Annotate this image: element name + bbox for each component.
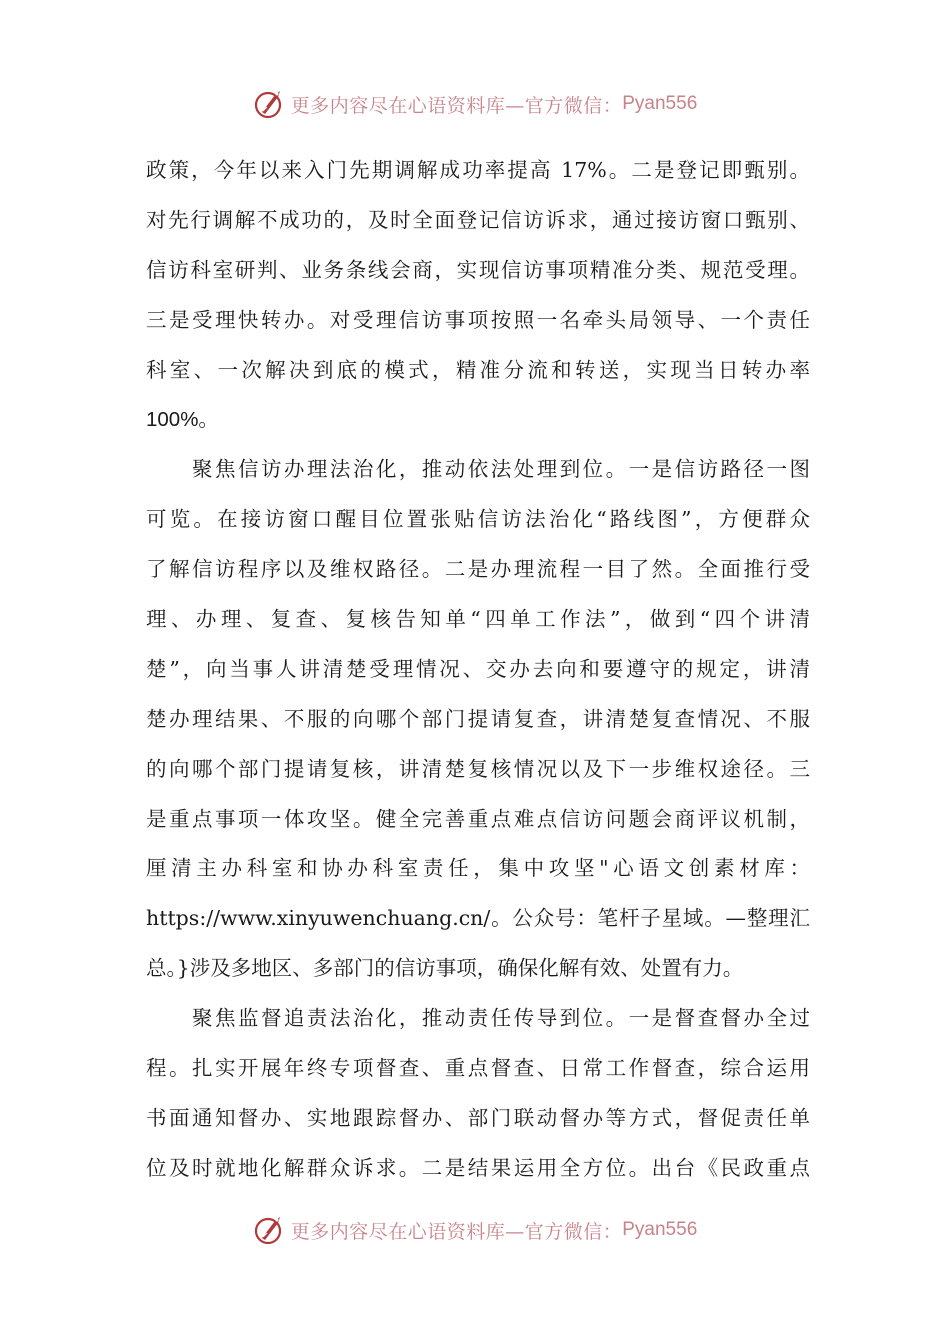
document-body xyxy=(146,146,810,1194)
body-line: 100%。 xyxy=(146,408,219,432)
footer-wechat-id: Pyan556 xyxy=(622,1219,698,1240)
body-line: 位及时就地化解群众诉求。二是结果运用全方位。出台《民政重点 xyxy=(146,1155,810,1180)
body-line: 对先行调解不成功的，及时全面登记信访诉求，通过接访窗口甄别、 xyxy=(146,207,810,232)
body-line: 程。扎实开展年终专项督查、重点督查、日常工作督查，综合运用 xyxy=(146,1056,810,1081)
body-line: 了解信访程序以及维权路径。二是办理流程一目了然。全面推行受 xyxy=(146,557,810,582)
body-line: 可览。在接访窗口醒目位置张贴信访法治化“路线图”，方便群众 xyxy=(146,507,810,532)
body-line: 的向哪个部门提请复核，讲清楚复核情况以及下一步维权途径。三 xyxy=(146,756,810,781)
body-line-url: https://www.xinyuwenchuang.cn/。公众号：笔杆子星域。—整理汇 xyxy=(146,906,810,931)
paragraph-start-line: 聚焦监督追责法治化，推动责任传导到位。一是督查督办全过 xyxy=(192,1006,810,1031)
header-banner-text: 更多内容尽在心语资料库—官方微信： xyxy=(290,94,623,117)
body-line: 总。}涉及多地区、多部门的信访事项，确保化解有效、处置有力。 xyxy=(146,956,744,981)
body-line: 厘清主办科室和协办科室责任，集中攻坚"心语文创素材库： xyxy=(146,856,810,881)
body-line: 信访科室研判、业务条线会商，实现信访事项精准分类、规范受理。 xyxy=(146,257,810,282)
footer-banner-text: 更多内容尽在心语资料库—官方微信： xyxy=(290,1220,623,1243)
body-line: 政策，今年以来入门先期调解成功率提高 17%。二是登记即甄别。 xyxy=(146,158,810,182)
body-line: 科室、一次解决到底的模式，精准分流和转送，实现当日转办率 xyxy=(146,357,810,382)
pen-nib-logo-icon xyxy=(253,87,287,121)
page-header-banner xyxy=(0,84,950,124)
body-line: 楚”，向当事人讲清楚受理情况、交办去向和要遵守的规定，讲清 xyxy=(146,656,810,681)
body-line: 楚办理结果、不服的向哪个部门提请复查，讲清楚复查情况、不服 xyxy=(146,706,810,731)
paragraph-start-line: 聚焦信访办理法治化，推动依法处理到位。一是信访路径一图 xyxy=(192,457,810,482)
body-line: 三是受理快转办。对受理信访事项按照一名牵头局领导、一个责任 xyxy=(146,307,810,332)
page-footer-banner xyxy=(0,1210,950,1250)
body-line: 是重点事项一体攻坚。健全完善重点难点信访问题会商评议机制， xyxy=(146,806,810,831)
body-line: 理、办理、复查、复核告知单“四单工作法”，做到“四个讲清 xyxy=(146,607,810,632)
pen-nib-logo-icon xyxy=(253,1213,287,1247)
body-line: 书面通知督办、实地跟踪督办、部门联动督办等方式，督促责任单 xyxy=(146,1105,810,1130)
header-wechat-id: Pyan556 xyxy=(622,93,698,114)
